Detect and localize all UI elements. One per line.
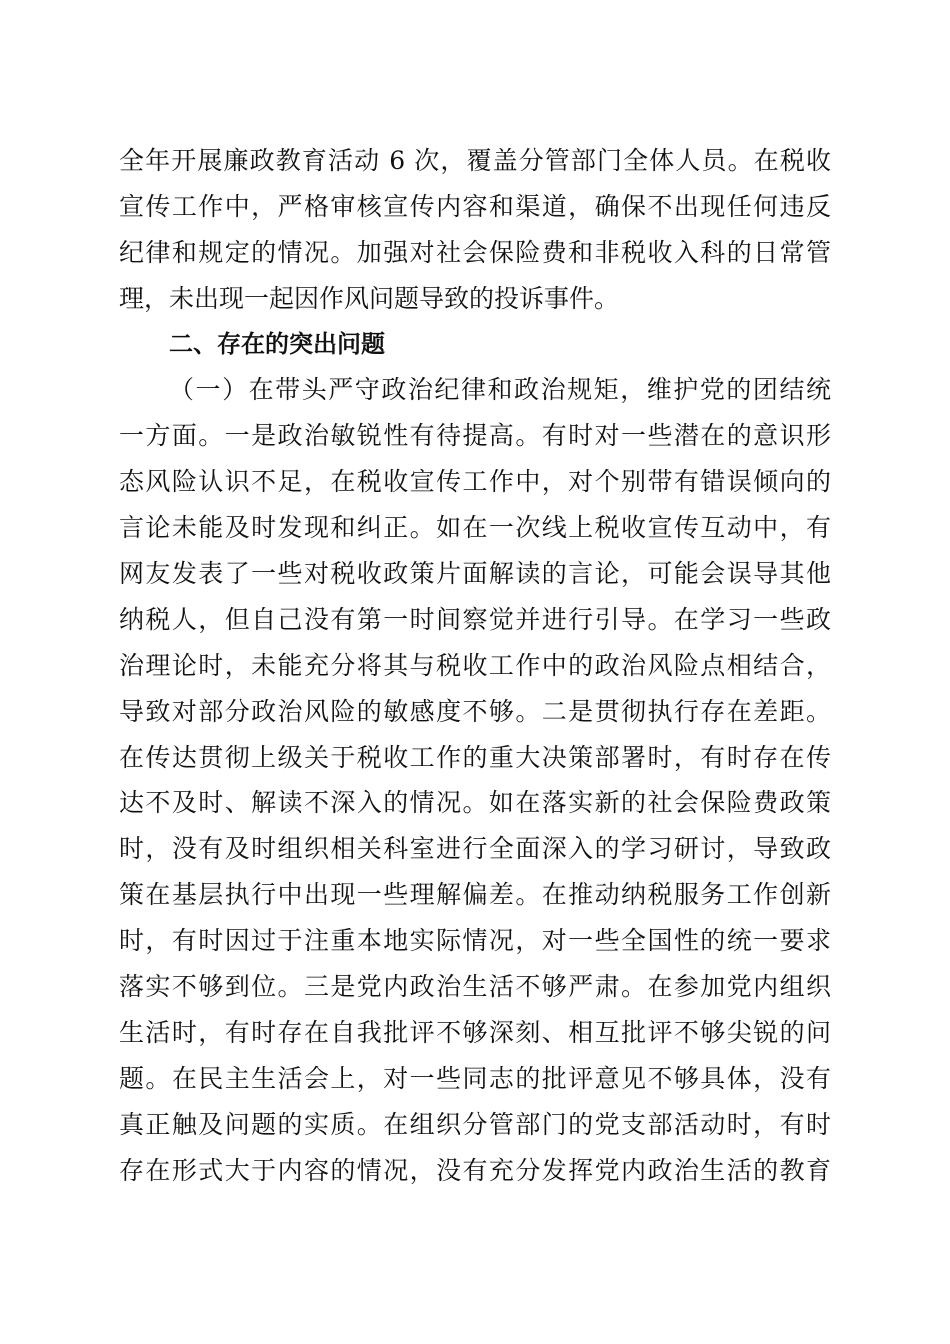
paragraph-line: 治理论时，未能充分将其与税收工作中的政治风险点相结合，: [119, 650, 831, 680]
paragraph-line: 宣传工作中，严格审核宣传内容和渠道，确保不出现任何违反: [119, 191, 831, 221]
paragraph-line: 全年开展廉政教育活动 6 次，覆盖分管部门全体人员。在税收: [119, 146, 831, 175]
paragraph-line: 题。在民主生活会上，对一些同志的批评意见不够具体，没有: [119, 1063, 831, 1093]
paragraph-line: 策在基层执行中出现一些理解偏差。在推动纳税服务工作创新: [119, 880, 831, 910]
paragraph-line: 一方面。一是政治敏锐性有待提高。有时对一些潜在的意识形: [119, 421, 831, 451]
paragraph-line: 时，有时因过于注重本地实际情况，对一些全国性的统一要求: [119, 926, 831, 956]
paragraph-line: 态风险认识不足，在税收宣传工作中，对个别带有错误倾向的: [119, 467, 831, 497]
paragraph-line: 在传达贯彻上级关于税收工作的重大决策部署时，有时存在传: [119, 742, 831, 772]
subsection-heading-line: （一）在带头严守政治纪律和政治规矩，维护党的团结统: [169, 375, 831, 405]
paragraph-line: 纪律和规定的情况。加强对社会保险费和非税收入科的日常管: [119, 237, 831, 267]
paragraph-line: 导致对部分政治风险的敏感度不够。二是贯彻执行存在差距。: [119, 696, 831, 726]
paragraph-line: 存在形式大于内容的情况，没有充分发挥党内政治生活的教育: [119, 1155, 831, 1185]
paragraph-line: 真正触及问题的实质。在组织分管部门的党支部活动时，有时: [119, 1109, 831, 1139]
paragraph-line: 纳税人，但自己没有第一时间察觉并进行引导。在学习一些政: [119, 604, 831, 634]
paragraph-line: 时，没有及时组织相关科室进行全面深入的学习研讨，导致政: [119, 834, 831, 864]
paragraph-line: 达不及时、解读不深入的情况。如在落实新的社会保险费政策: [119, 788, 831, 818]
paragraph-line: 落实不够到位。三是党内政治生活不够严肃。在参加党内组织: [119, 972, 831, 1002]
body-text: [119, 138, 831, 1193]
paragraph-line: 言论未能及时发现和纠正。如在一次线上税收宣传互动中，有: [119, 513, 831, 543]
section-heading: 二、存在的突出问题: [169, 329, 385, 358]
paragraph-line: 网友发表了一些对税收政策片面解读的言论，可能会误导其他: [119, 559, 831, 589]
paragraph-line: 理，未出现一起因作风问题导致的投诉事件。: [119, 283, 620, 313]
paragraph-line: 生活时，有时存在自我批评不够深刻、相互批评不够尖锐的问: [119, 1017, 831, 1047]
